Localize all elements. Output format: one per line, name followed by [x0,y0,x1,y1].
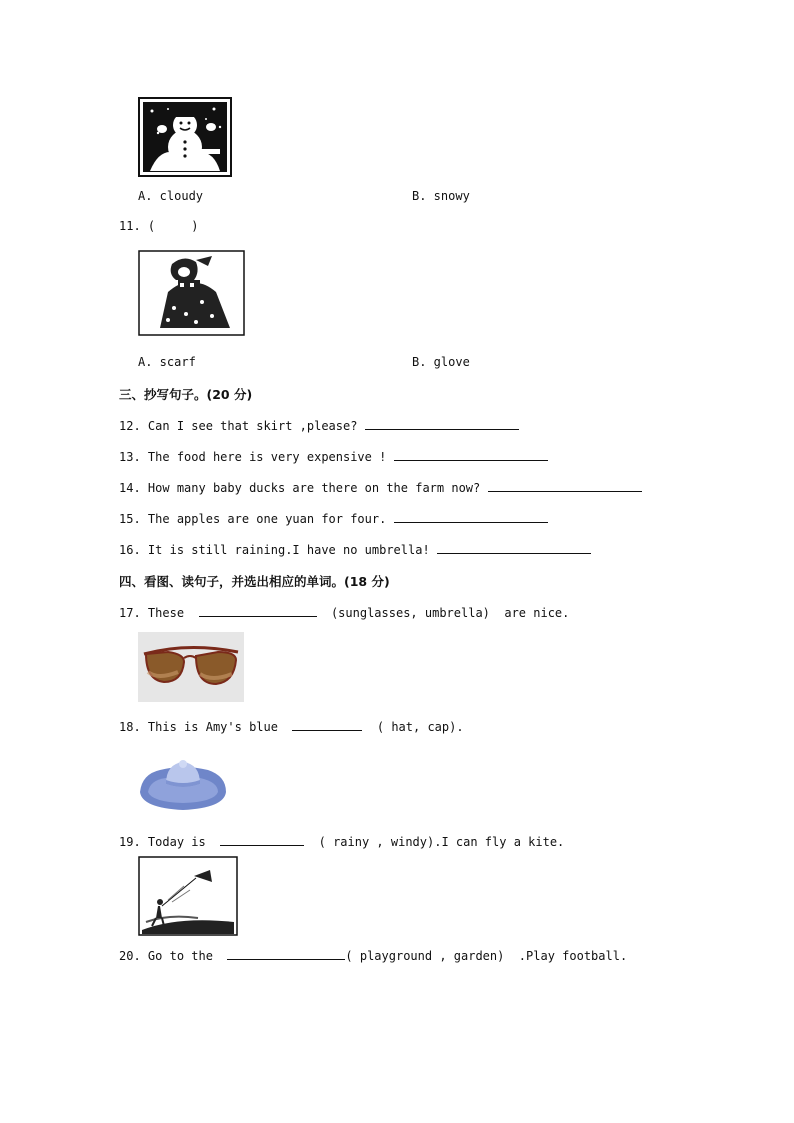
question-number: 16. [119,543,141,557]
scarf-woman-icon [138,250,245,336]
word-options: ( hat, cap). [376,720,464,734]
sentence-text: The food here is very expensive ! [147,450,387,464]
answer-blank[interactable] [220,834,304,846]
answer-blank[interactable] [488,480,642,492]
q12-line [119,418,519,433]
answer-blank[interactable] [437,542,591,554]
question-number: 11. [119,219,141,233]
section4-title: 四、看图、读句子，并选出相应的单词。(18 分) [119,574,390,589]
question-number: 19. [119,835,141,849]
section3-title: 三、抄写句子。(20 分) [119,387,253,402]
q15-line [119,511,548,526]
q19-line [119,834,564,849]
q10-option-a[interactable]: A. cloudy [138,189,204,203]
snowman-icon [138,97,232,177]
sentence-start: This is Amy's blue [147,720,278,734]
q13-line [119,449,548,464]
kite-flying-icon [138,856,238,936]
sentence-text: Can I see that skirt ,please? [147,419,358,433]
question-number: 17. [119,606,141,620]
sentence-text: It is still raining.I have no umbrella! [147,543,430,557]
sentence-text: How many baby ducks are there on the farm now? [147,481,481,495]
word-options: ( playground , garden) .Play football. [345,949,628,963]
question-number: 14. [119,481,141,495]
q16-line [119,542,591,557]
q11-option-b[interactable]: B. glove [412,355,470,369]
question-number: 18. [119,720,141,734]
answer-blank[interactable] [227,948,345,960]
sun-hat-icon [138,748,228,814]
word-options: (sunglasses, umbrella) [330,606,490,620]
question-number: 20. [119,949,141,963]
sentence-start: Go to the [147,949,213,963]
q18-line [119,719,464,734]
question-number: 13. [119,450,141,464]
answer-blank[interactable] [365,418,519,430]
sunglasses-icon [138,632,244,702]
word-options: ( rainy , windy).I can fly a kite. [318,835,565,849]
q14-line [119,480,642,495]
answer-blank[interactable] [394,511,548,523]
q10-option-b[interactable]: B. snowy [412,189,470,203]
question-number: 12. [119,419,141,433]
q20-line [119,948,627,963]
question-number: 15. [119,512,141,526]
q11-option-a[interactable]: A. scarf [138,355,196,369]
answer-paren[interactable]: ( ) [147,219,199,233]
q17-line [119,605,569,620]
q11-header [119,219,199,233]
sentence-end: are nice. [504,606,570,620]
answer-blank[interactable] [394,449,548,461]
answer-blank[interactable] [292,719,362,731]
answer-blank[interactable] [199,605,317,617]
sentence-start: Today is [147,835,206,849]
sentence-start: These [147,606,185,620]
sentence-text: The apples are one yuan for four. [147,512,387,526]
